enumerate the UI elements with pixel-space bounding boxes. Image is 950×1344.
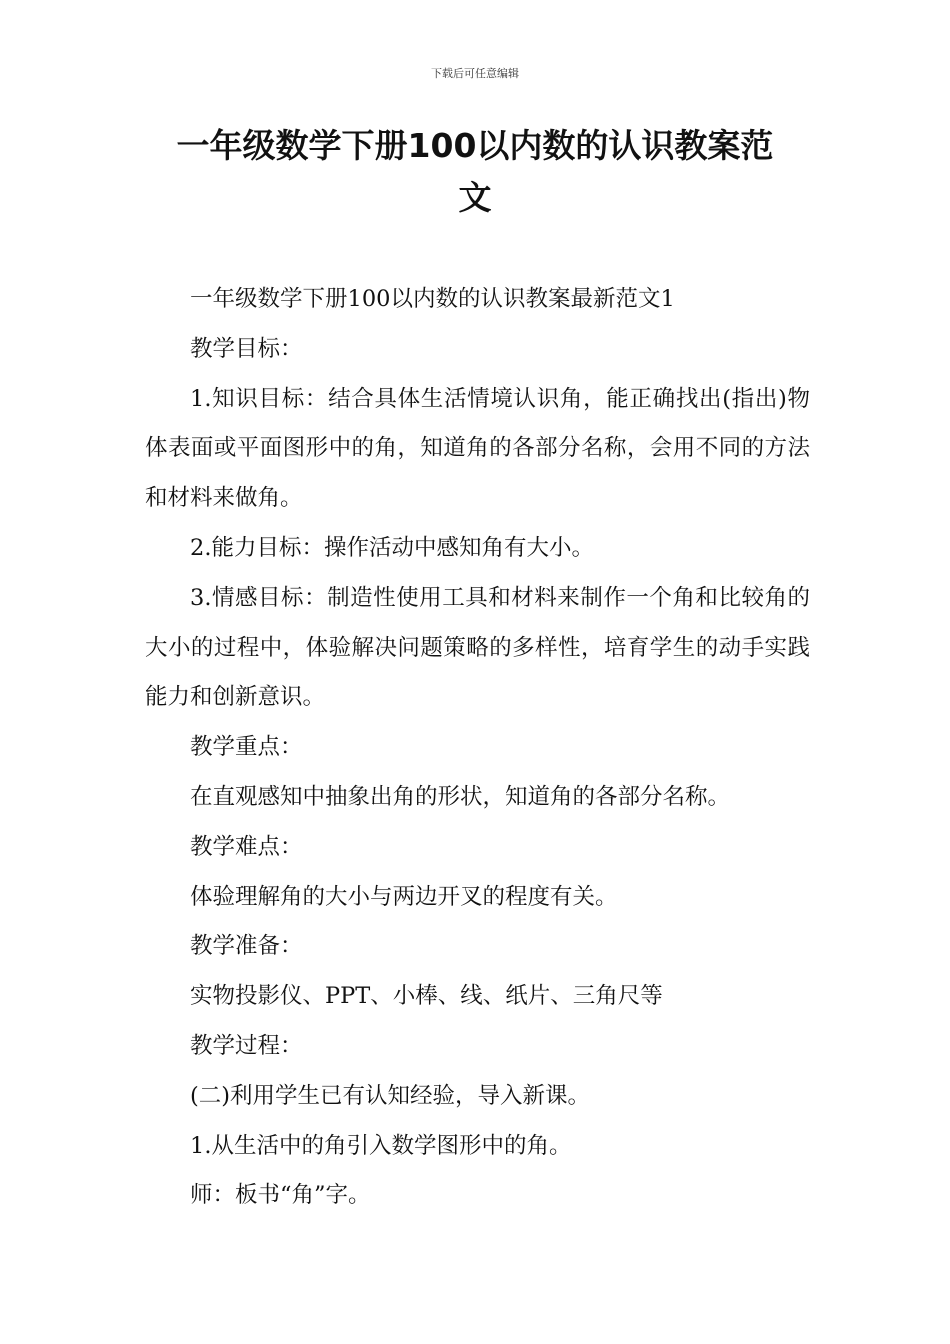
header-note: 下载后可任意编辑 bbox=[431, 67, 519, 80]
section-heading-key-points: 教学重点： bbox=[190, 734, 303, 761]
title-line-1: 一年级数学下册100以内数的认识教案范 bbox=[176, 126, 774, 165]
paragraph-teacher-note: 师：板书“角”字。 bbox=[190, 1182, 371, 1209]
section-heading-process: 教学过程： bbox=[190, 1032, 303, 1059]
paragraph-process-substep: 1.从生活中的角引入数学图形中的角。 bbox=[190, 1132, 572, 1159]
section-heading-objectives: 教学目标： bbox=[190, 335, 303, 362]
paragraph-process-step: (二)利用学生已有认知经验，导入新课。 bbox=[190, 1082, 591, 1109]
paragraph-preparation: 实物投影仪、PPT、小棒、线、纸片、三角尺等 bbox=[190, 983, 663, 1010]
section-heading-difficulties: 教学难点： bbox=[190, 833, 303, 860]
section-heading-preparation: 教学准备： bbox=[190, 933, 303, 960]
document-body bbox=[145, 275, 810, 1221]
paragraph-difficulties: 体验理解角的大小与两边开叉的程度有关。 bbox=[190, 883, 618, 910]
paragraph-emotion-objective: 3.情感目标：制造性使用工具和材料来制作一个角和比较角的大小的过程中，体验解决问题策略的多样性，培育学生的动手实践能力和创新意识。 bbox=[145, 584, 810, 711]
paragraph-knowledge-objective: 1.知识目标：结合具体生活情境认识角，能正确找出(指出)物体表面或平面图形中的角，知道角的各部分名称，会用不同的方法和材料来做角。 bbox=[145, 385, 810, 512]
paragraph-key-points: 在直观感知中抽象出角的形状，知道角的各部分名称。 bbox=[190, 783, 731, 810]
subtitle-paragraph: 一年级数学下册100以内数的认识教案最新范文1 bbox=[190, 286, 675, 312]
title-line-2: 文 bbox=[458, 178, 492, 217]
paragraph-ability-objective: 2.能力目标：操作活动中感知角有大小。 bbox=[190, 534, 594, 561]
document-title bbox=[145, 120, 805, 224]
